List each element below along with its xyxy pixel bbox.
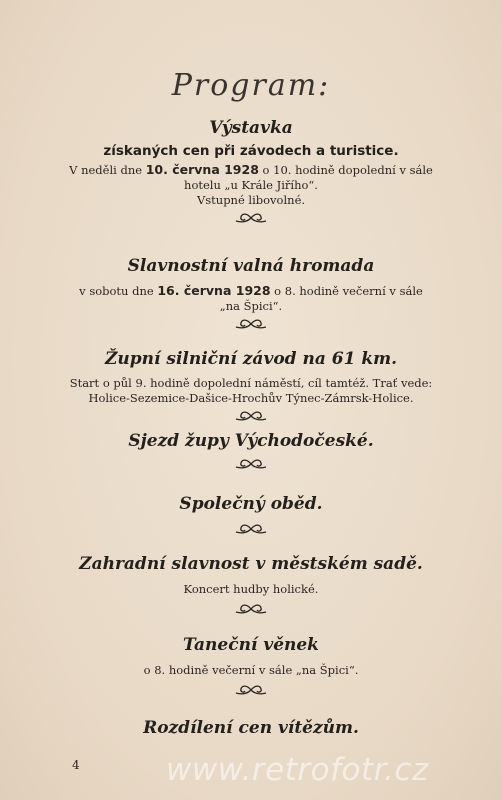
section-heading: Slavnostní valná hromada [127, 256, 375, 276]
scroll-flourish-icon [233, 457, 269, 471]
section-vystavka [40, 118, 462, 225]
section-heading: Výstavka [209, 118, 293, 138]
section-heading: Společný oběd. [179, 494, 323, 514]
scroll-flourish-icon [233, 602, 269, 616]
page-number: 4 [72, 758, 80, 772]
watermark: www.retrofotr.cz [166, 752, 429, 788]
section-detail: hotelu „u Krále Jiřího“. [184, 178, 318, 192]
scroll-flourish-icon [233, 409, 269, 423]
section-heading: Sjezd župy Východočeské. [128, 431, 374, 451]
section-detail: Holice-Sezemice-Dašice-Hrochův Týnec-Zámrsk-Holice. [88, 391, 414, 405]
section-detail: Vstupné libovolné. [196, 193, 306, 207]
section-heading: Rozdílení cen vítězům. [143, 718, 359, 738]
section-detail: „na Špici“. [219, 299, 283, 313]
section-detail: Koncert hudby holické. [183, 582, 319, 596]
event-date: 16. června 1928 [157, 283, 271, 298]
section-valna-hromada [40, 256, 462, 331]
scroll-flourish-icon [233, 317, 269, 331]
section-heading: Taneční věnek [183, 635, 319, 655]
section-detail: Start o půl 9. hodině dopolední náměstí, cíl tamtéž. Trať vede: [69, 376, 433, 390]
section-detail: o 8. hodině večerní v sále „na Špici“. [143, 663, 359, 677]
program-title: Program: [171, 68, 331, 103]
section-rozdileni-cen [40, 718, 462, 738]
section-heading: Župní silniční závod na 61 km. [104, 349, 398, 369]
section-spolecny-obed [40, 494, 462, 536]
section-tanecni-venek [40, 635, 462, 697]
section-sjezd-zupy [40, 431, 462, 471]
event-date: 10. června 1928 [145, 162, 259, 177]
section-heading: Zahradní slavnost v městském sadě. [79, 554, 423, 574]
section-zahradni-slavnost [40, 554, 462, 616]
scroll-flourish-icon [233, 211, 269, 225]
section-zupni-zavod [40, 349, 462, 423]
section-detail: V neděli dne 10. června 1928 o 10. hodině dopolední v sále [69, 162, 433, 177]
section-detail: v sobotu dne 16. června 1928 o 8. hodině večerní v sále [79, 283, 423, 298]
scroll-flourish-icon [233, 683, 269, 697]
scroll-flourish-icon [233, 522, 269, 536]
section-subheading: získaných cen při závodech a turistice. [103, 143, 399, 159]
